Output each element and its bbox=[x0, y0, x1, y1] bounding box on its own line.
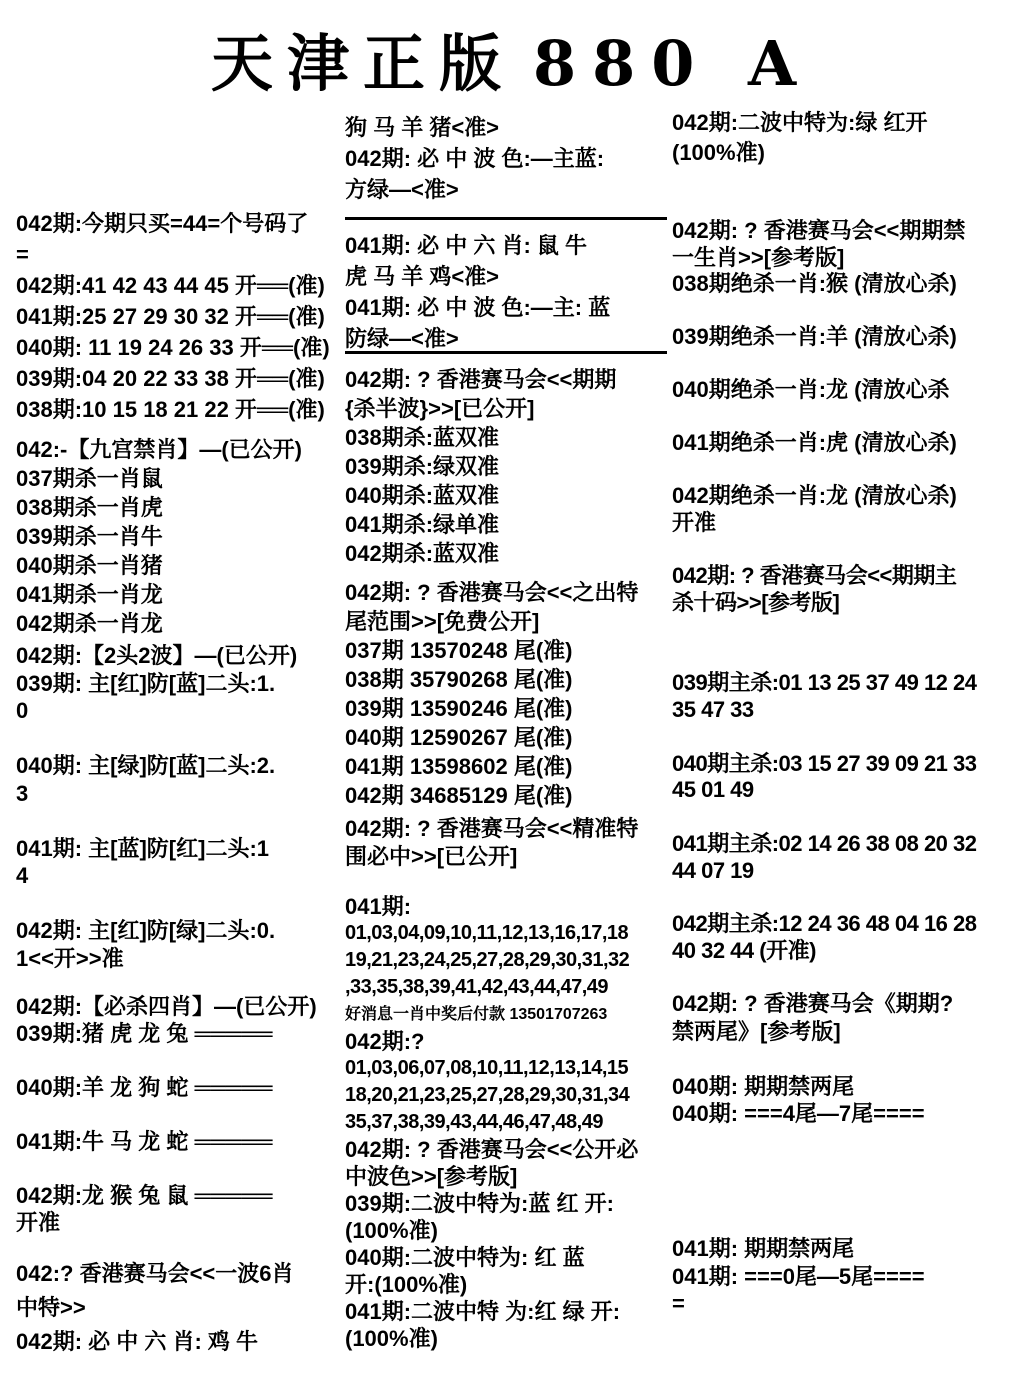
text-line: 040期杀:蓝双准 bbox=[345, 483, 500, 508]
text-line bbox=[672, 643, 1023, 670]
text-line: 45 01 49 bbox=[672, 777, 754, 803]
text-line: 041期:牛 马 龙 蛇 ═════ bbox=[16, 1129, 273, 1154]
text-line bbox=[672, 804, 1023, 831]
text-line: 039期:04 20 22 33 38 开══(准) bbox=[16, 366, 325, 391]
text-line: 041期:二波中特 为:红 绿 开: bbox=[345, 1299, 621, 1324]
text-line: 039期: 主[红]防[蓝]二头:1. bbox=[16, 670, 276, 696]
text-line: 042:? 香港赛马会<<一波6肖 bbox=[16, 1261, 294, 1286]
text-line: 围必中>>[已公开] bbox=[345, 844, 518, 869]
section-erbo-zhongte-042 bbox=[672, 108, 1023, 168]
text-line: 4 bbox=[16, 863, 29, 888]
text-line: 041期: bbox=[345, 894, 412, 919]
text-line: 杀十码>>[参考版] bbox=[672, 589, 840, 615]
text-line bbox=[16, 1155, 342, 1182]
section-zhusha-shima bbox=[672, 563, 1023, 965]
text-line bbox=[16, 807, 342, 835]
text-line: 方绿—<准> bbox=[345, 177, 459, 202]
section-qiqi-shabanbo bbox=[345, 365, 667, 568]
text-line: 041期绝杀一肖:虎 (清放心杀) bbox=[672, 430, 957, 455]
text-line: 040期: 期期禁两尾 bbox=[672, 1073, 855, 1099]
section-only-buy-44 bbox=[16, 208, 342, 425]
text-line: 038期:10 15 18 21 22 开══(准) bbox=[16, 397, 325, 422]
text-line: 039期主杀:01 13 25 37 49 12 24 bbox=[672, 670, 977, 696]
text-line: 038期绝杀一肖:猴 (清放心杀) bbox=[672, 271, 957, 296]
text-line: = bbox=[672, 1291, 685, 1316]
text-line: 037期 13570248 尾(准) bbox=[345, 638, 573, 663]
text-line: (100%准) bbox=[672, 140, 765, 165]
separator-line bbox=[345, 351, 667, 354]
section-juesha-yixiao bbox=[672, 218, 1023, 536]
text-line: {杀半波}>>[已公开] bbox=[345, 396, 535, 421]
text-line: 042期杀:蓝双准 bbox=[345, 541, 500, 566]
text-line: 19,21,23,24,25,27,28,29,30,31,32 bbox=[345, 949, 630, 971]
text-line: 041期杀:绿单准 bbox=[345, 512, 500, 537]
text-line: 35,37,38,39,43,44,46,47,48,49 bbox=[345, 1111, 603, 1133]
text-line: 中波色>>[参考版] bbox=[345, 1164, 518, 1189]
section-jingzhun-tewei-header bbox=[345, 815, 667, 871]
left-column bbox=[16, 0, 342, 1388]
text-line: 039期 13590246 尾(准) bbox=[345, 696, 573, 721]
section-jiugong-jinxiao bbox=[16, 435, 342, 638]
text-line bbox=[672, 457, 1023, 484]
text-line: 040期: 11 19 24 26 33 开══(准) bbox=[16, 335, 330, 360]
text-line: 039期杀一肖牛 bbox=[16, 524, 163, 549]
text-line: 040期 12590267 尾(准) bbox=[345, 725, 573, 750]
text-line: 039期杀:绿双准 bbox=[345, 454, 500, 479]
text-line bbox=[672, 298, 1023, 325]
text-line: 042期: ? 香港赛马会<<精准特 bbox=[345, 816, 639, 841]
text-line: 防绿—<准> bbox=[345, 326, 459, 351]
text-line bbox=[672, 1045, 1023, 1073]
page-title-edition: 880 A bbox=[532, 27, 813, 100]
text-line: 042期:? bbox=[345, 1029, 425, 1054]
text-line: 狗 马 羊 猪<准> bbox=[345, 115, 500, 140]
text-line bbox=[672, 724, 1023, 751]
text-line: 041期主杀:02 14 26 38 08 20 32 bbox=[672, 830, 977, 856]
text-line: 040期绝杀一肖:龙 (清放心杀 bbox=[672, 377, 950, 402]
text-line: 一生肖>>[参考版] bbox=[672, 244, 845, 270]
text-line: 虎 马 羊 鸡<准> bbox=[345, 264, 500, 289]
text-line: 042期: 必 中 波 色:—主蓝: bbox=[345, 146, 605, 171]
text-line bbox=[672, 404, 1023, 431]
text-line: 35 47 33 bbox=[672, 696, 754, 722]
text-line: 18,20,21,23,25,27,28,29,30,31,34 bbox=[345, 1084, 630, 1106]
text-line: 040期: 主[绿]防[蓝]二头:2. bbox=[16, 753, 276, 778]
text-line: 开:(100%准) bbox=[345, 1272, 468, 1297]
text-line: 01,03,04,09,10,11,12,13,16,17,18 bbox=[345, 922, 629, 944]
text-line: 038期杀:蓝双准 bbox=[345, 425, 500, 450]
text-line: 039期:二波中特为:蓝 红 开: bbox=[345, 1191, 614, 1216]
text-line: 1<<开>>准 bbox=[16, 945, 124, 971]
text-line: 0 bbox=[16, 698, 29, 723]
text-line: 040期:羊 龙 狗 蛇 ═════ bbox=[16, 1075, 273, 1100]
text-line: 039期绝杀一肖:羊 (清放心杀) bbox=[672, 324, 957, 349]
text-line bbox=[16, 890, 342, 918]
text-line: 042期: ? 香港赛马会<<期期 bbox=[345, 367, 617, 392]
text-line: 好消息一肖中奖后付款 13501707263 bbox=[345, 1006, 608, 1023]
text-line: 041期:25 27 29 30 32 开══(准) bbox=[16, 304, 325, 329]
text-line: 040期杀一肖猪 bbox=[16, 553, 163, 578]
text-line: 042期: 主[红]防[绿]二头:0. bbox=[16, 918, 276, 943]
text-line: 042期:二波中特为:绿 红开 bbox=[672, 110, 928, 135]
text-line: 042期:【2头2波】—(已公开) bbox=[16, 643, 298, 668]
text-line bbox=[16, 725, 342, 753]
text-line: 041期: ===0尾—5尾==== bbox=[672, 1263, 925, 1289]
text-line: 038期杀一肖虎 bbox=[16, 495, 163, 520]
text-line: (100%准) bbox=[345, 1326, 438, 1351]
text-line: 041期: 必 中 波 色:—主: 蓝 bbox=[345, 295, 611, 320]
text-line: 041期杀一肖龙 bbox=[16, 582, 163, 607]
text-line: 042期主杀:12 24 36 48 04 16 28 bbox=[672, 911, 977, 937]
text-line: 40 32 44 (开准) bbox=[672, 938, 816, 964]
text-line: 038期 35790268 尾(准) bbox=[345, 667, 573, 692]
text-line: 44 07 19 bbox=[672, 857, 754, 883]
text-line: 041期: 必 中 六 肖: 鼠 牛 bbox=[345, 233, 588, 258]
text-line: 尾范围>>[免费公开] bbox=[345, 609, 540, 634]
text-line bbox=[16, 1047, 342, 1074]
text-line bbox=[672, 617, 1023, 644]
text-line: 041期 13598602 尾(准) bbox=[345, 754, 573, 779]
text-line: 042期:41 42 43 44 45 开══(准) bbox=[16, 273, 325, 298]
text-line: 042期绝杀一肖:龙 (清放心杀) bbox=[672, 483, 957, 508]
text-line: 开准 bbox=[672, 509, 717, 535]
section-yibo-6xiao bbox=[16, 1257, 342, 1359]
text-line bbox=[672, 351, 1023, 378]
section-2tou-2bo bbox=[16, 642, 342, 972]
text-line: 042期: 必 中 六 肖: 鸡 牛 bbox=[16, 1329, 259, 1354]
text-line: 042期: ? 香港赛马会<<期期主 bbox=[672, 563, 957, 588]
right-column bbox=[672, 0, 1023, 1388]
text-line: 中特>> bbox=[16, 1295, 86, 1320]
text-line: (100%准) bbox=[345, 1218, 438, 1243]
text-line bbox=[672, 885, 1023, 912]
section-jin-liangwei-040 bbox=[672, 990, 1023, 1128]
text-line: 开准 bbox=[16, 1210, 61, 1235]
section-bisha-sixiao bbox=[16, 993, 342, 1236]
text-line: 3 bbox=[16, 780, 29, 806]
text-line: 040期:二波中特为: 红 蓝 bbox=[345, 1245, 585, 1270]
section-chute-tewei-fanwei bbox=[345, 578, 667, 810]
text-line: 041期: 期期禁两尾 bbox=[672, 1236, 855, 1261]
separator-line bbox=[345, 217, 667, 220]
text-line: 042期:【必杀四肖】—(已公开) bbox=[16, 994, 317, 1019]
text-line: 041期: 主[蓝]防[红]二头:1 bbox=[16, 835, 270, 861]
text-line bbox=[16, 1101, 342, 1128]
text-line: ,33,35,38,39,41,42,43,44,47,49 bbox=[345, 976, 609, 998]
text-line: 037期杀一肖鼠 bbox=[16, 466, 163, 491]
page-title-brand: 天津正版 bbox=[210, 27, 515, 100]
section-bizhong-041 bbox=[345, 230, 667, 354]
section-jin-liangwei-041 bbox=[672, 1235, 1023, 1318]
text-line: 040期: ===4尾—7尾==== bbox=[672, 1101, 925, 1126]
text-line: 042期杀一肖龙 bbox=[16, 611, 163, 636]
text-line: 01,03,06,07,08,10,11,12,13,14,15 bbox=[345, 1057, 629, 1079]
section-bizhong-042 bbox=[345, 112, 667, 205]
text-line: 042期 34685129 尾(准) bbox=[345, 783, 573, 808]
text-line: 039期:猪 虎 龙 兔 ═════ bbox=[16, 1021, 273, 1046]
text-line: 042:-【九宫禁肖】—(已公开) bbox=[16, 437, 303, 462]
section-jingzhun-tewei-numbers bbox=[345, 893, 667, 1352]
text-line: 042期:今期只买=44=个号码了 bbox=[16, 211, 309, 236]
text-line: 042期: ? 香港赛马会<<公开必 bbox=[345, 1137, 639, 1162]
text-line: 禁两尾》[参考版] bbox=[672, 1018, 841, 1044]
text-line: 040期主杀:03 15 27 39 09 21 33 bbox=[672, 750, 977, 776]
text-line: 042期:龙 猴 兔 鼠 ═════ bbox=[16, 1183, 273, 1208]
text-line: 042期: ? 香港赛马会<<期期禁 bbox=[672, 218, 966, 243]
text-line: 042期: ? 香港赛马会《期期? bbox=[672, 991, 954, 1016]
middle-column bbox=[345, 0, 667, 1388]
text-line: 042期: ? 香港赛马会<<之出特 bbox=[345, 580, 639, 605]
text-line: = bbox=[16, 242, 29, 267]
